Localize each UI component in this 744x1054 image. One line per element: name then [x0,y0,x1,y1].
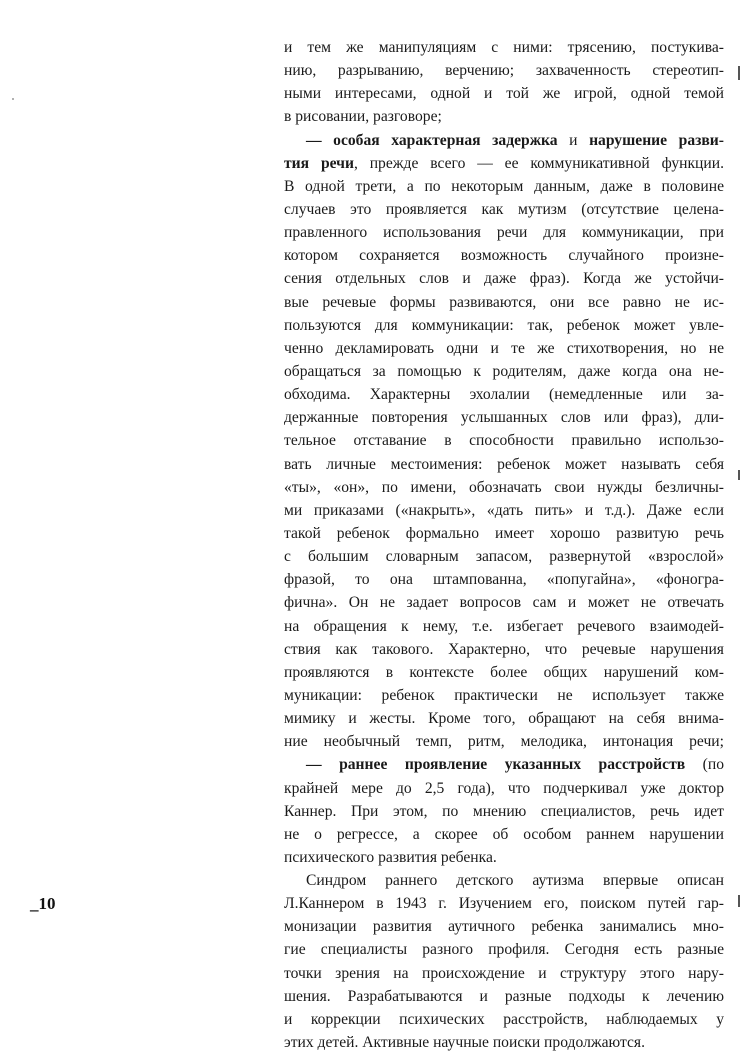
text-line [284,267,724,290]
text-span: вые речевые формы развиваются, они все равно не ис- [284,293,724,311]
text-span: держанные повторения услышанных слов или фраз), дли- [284,409,724,427]
text-line [284,938,724,961]
text-line [284,244,724,267]
text-line [284,314,724,337]
text-line [284,777,724,800]
text-line [284,522,724,545]
text-line [284,800,724,823]
text-line [284,499,724,522]
text-span: обращаться за помощью к родителям, даже когда она не- [284,362,724,380]
text-span: фична». Он не задает вопросов сам и может не отвечать [284,594,724,612]
text-line [284,406,724,429]
text-line [284,360,724,383]
text-span: нию, разрыванию, верчению; захваченность стереотип- [284,62,724,80]
text-span: в рисовании, разговоре; [284,108,442,126]
text-line [284,638,724,661]
text-line [284,661,724,684]
text-span: не о регрессе, а скорее об особом раннем нарушении [284,825,724,843]
text-line [284,175,724,198]
text-span: котором сохраняется возможность случайного произне- [284,247,724,265]
text-line [284,591,724,614]
text-line [284,753,724,776]
text-line [284,568,724,591]
bold-span: тия речи [284,154,354,172]
text-span: этих детей. Активные научные поиски продолжаются. [284,1034,645,1052]
text-line [284,869,724,892]
text-span: ными интересами, одной и той же игрой, одной темой [284,85,724,103]
text-span: с большим словарным запасом, развернутой «взрослой» [284,548,724,566]
page-number: _10 [30,894,56,913]
text-line [284,198,724,221]
text-span: на обращения к нему, т.е. избегает речевого взаимодей- [284,617,724,635]
text-line [284,383,724,406]
scan-speck [12,98,14,100]
text-span: случаев это проявляется как мутизм (отсутствие целена- [284,200,724,218]
text-line [284,615,724,638]
text-span: пользуются для коммуникации: так, ребенок может увле- [284,316,724,334]
scan-edge-mark [738,895,740,907]
text-line [284,1031,724,1054]
text-span: правленного использования речи для коммуникации, при [284,224,724,242]
text-line [284,1008,724,1031]
text-span: ствия как такового. Характерно, что речевые нарушения [284,640,724,658]
body-text [284,36,724,1054]
text-line [284,36,724,59]
text-span: точки зрения на происхождение и структуру этого нару- [284,964,724,982]
text-span: Каннер. При этом, по мнению специалистов, речь идет [284,802,724,820]
text-span: крайней мере до 2,5 года), что подчеркивал уже доктор [284,779,724,797]
text-span: и [557,131,590,149]
text-line [284,59,724,82]
text-span: мимику и жесты. Кроме того, обращают на себя внима- [284,710,724,728]
text-span: сения отдельных слов и даже фраз). Когда же устойчи- [284,270,724,288]
text-span: Л.Каннером в 1943 г. Изучением его, поиском путей гар- [284,895,724,913]
text-span: ние необычный темп, ритм, мелодика, интонация речи; [284,733,724,751]
text-span: тельное отставание в способности правильно использо- [284,432,724,450]
text-line [284,337,724,360]
text-span: шения. Разрабатываются и разные подходы к лечению [284,987,724,1005]
text-span: вать личные местоимения: ребенок может называть себя [284,455,724,473]
scan-edge-mark [738,470,740,480]
text-line [284,823,724,846]
bold-span: — особая характерная задержка [306,131,558,149]
text-line [284,684,724,707]
text-span: и коррекции психических расстройств, наблюдаемых у [284,1010,724,1028]
scan-edge-mark [738,66,740,80]
text-line [284,915,724,938]
bold-span: — раннее проявление указанных расстройств [306,756,686,774]
text-span: Синдром раннего детского аутизма впервые описан [306,872,724,890]
text-span: ченно декламировать одни и те же стихотворения, но не [284,339,724,357]
text-span: монизации развития аутичного ребенка занимались мно- [284,918,724,936]
text-line [284,730,724,753]
text-line [284,476,724,499]
text-line [284,129,724,152]
bold-span: нарушение разви- [589,131,724,149]
text-span: , прежде всего — ее коммуникативной функции. [353,154,724,172]
text-line [284,707,724,730]
text-line [284,453,724,476]
text-span: В одной трети, а по некоторым данным, даже в половине [284,177,724,195]
text-span: гие специалисты разного профиля. Сегодня есть разные [284,941,724,959]
text-line [284,221,724,244]
text-span: «ты», «он», по имени, обозначать свои нужды безличны- [284,478,724,496]
text-span: проявляются в контексте более общих нарушений ком- [284,663,724,681]
text-span: фразой, то она штампованна, «попугайна», «фоногра- [284,571,724,589]
text-line [284,82,724,105]
text-line [284,892,724,915]
text-span: обходима. Характерны эхолалии (немедленные или за- [284,386,724,404]
text-line [284,291,724,314]
text-span: и тем же манипуляциям с ними: трясению, постукива- [284,39,724,56]
text-line [284,985,724,1008]
text-span: психического развития ребенка. [284,848,497,866]
text-line [284,152,724,175]
text-span: (по [685,756,724,774]
text-line [284,429,724,452]
text-line [284,105,724,128]
text-line [284,545,724,568]
text-span: такой ребенок формально имеет хорошо развитую речь [284,524,724,542]
text-span: ми приказами («накрыть», «дать пить» и т.д.). Даже если [284,501,724,519]
text-line [284,846,724,869]
text-span: муникации: ребенок практически не использует также [284,686,724,704]
text-line [284,962,724,985]
